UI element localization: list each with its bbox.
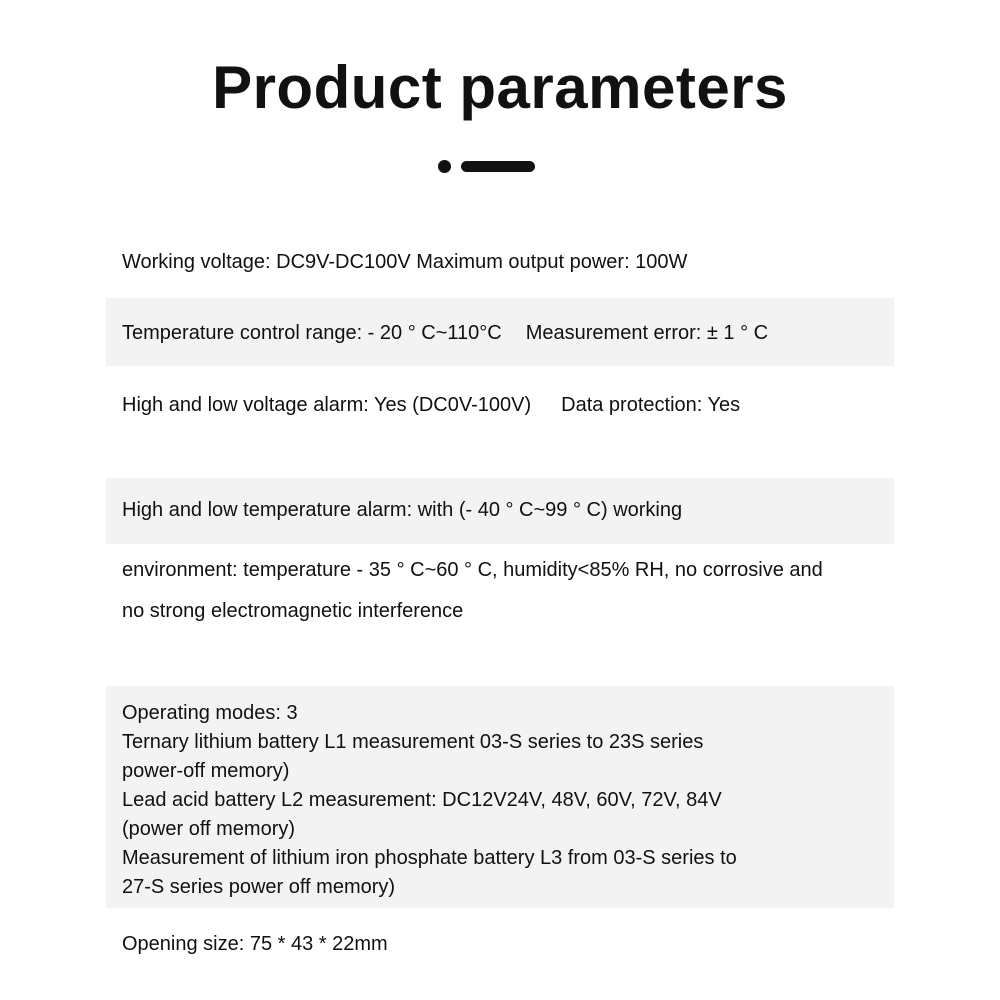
spec-voltage-alarm-row	[122, 391, 740, 420]
divider-dot	[438, 160, 451, 173]
page-title: Product parameters	[212, 54, 788, 121]
spec-modes-line: (power off memory)	[122, 818, 296, 840]
spec-modes-line: Measurement of lithium iron phosphate battery L3 from 03-S series to	[122, 847, 737, 869]
spec-environment-line-1: environment: temperature - 35 ° C~60 ° C, humidity<85% RH, no corrosive and	[122, 559, 823, 581]
spec-modes-line: Ternary lithium battery L1 measurement 03-S series to 23S series	[122, 731, 704, 753]
spec-voltage-alarm: High and low voltage alarm: Yes (DC0V-100V)	[122, 394, 532, 416]
spec-working-voltage: Working voltage: DC9V-DC100V Maximum output power: 100W	[122, 251, 688, 273]
spec-measurement-error: Measurement error: ± 1 ° C	[525, 322, 769, 344]
spec-modes-line: Lead acid battery L2 measurement: DC12V24V, 48V, 60V, 72V, 84V	[122, 789, 722, 811]
spec-environment-line-2: no strong electromagnetic interference	[122, 600, 464, 622]
spec-modes-line: Operating modes: 3	[122, 702, 298, 724]
spec-opening-size: Opening size: 75 * 43 * 22mm	[122, 933, 388, 955]
spec-data-protection: Data protection: Yes	[561, 394, 741, 416]
spec-temperature-alarm: High and low temperature alarm: with (- 40 ° C~99 ° C) working	[122, 499, 683, 521]
spec-modes-line: power-off memory)	[122, 760, 290, 782]
spec-temperature-range: Temperature control range: - 20 ° C~110°C	[122, 322, 502, 344]
spec-temperature-range-row	[122, 319, 768, 348]
spec-modes-line: 27-S series power off memory)	[122, 876, 396, 898]
divider-bar	[461, 161, 535, 172]
